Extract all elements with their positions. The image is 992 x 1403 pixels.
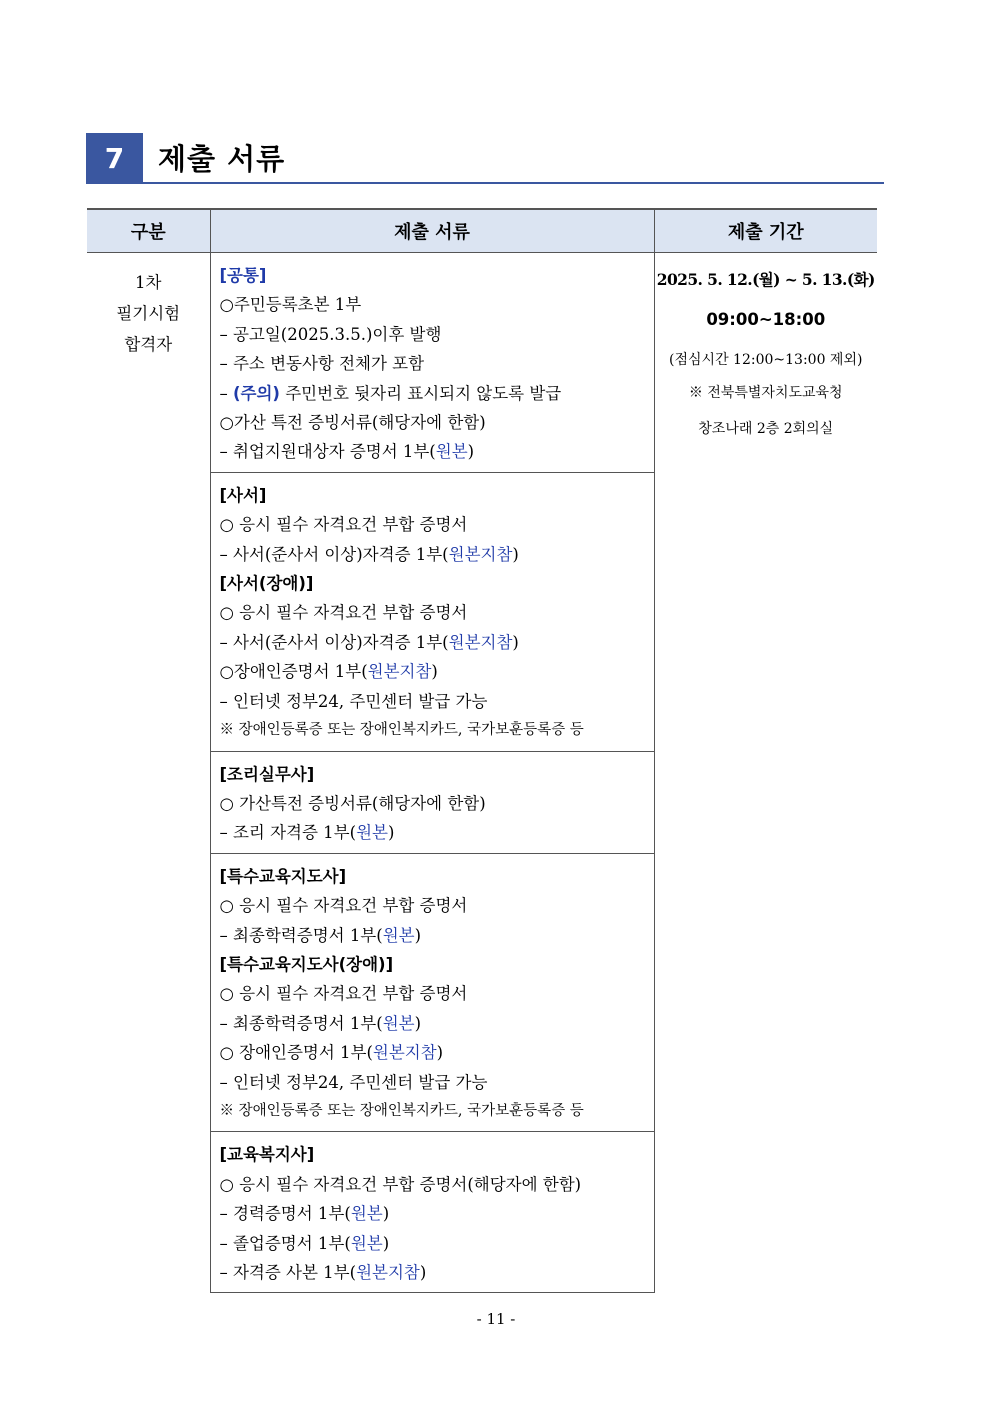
list-item <box>220 818 648 847</box>
list-item <box>220 921 648 950</box>
list-note: ※ 장애인등록증 또는 장애인복지카드, 국가보훈등록증 등 <box>219 1102 584 1119</box>
list-item <box>220 1038 648 1067</box>
list-item-text: – 졸업증명서 1부( <box>219 1233 351 1253</box>
header-group: 구분 <box>87 209 210 253</box>
period-place: 창조나래 2층 2회의실 <box>698 421 834 437</box>
list-item <box>220 1199 648 1228</box>
list-item-text: ) <box>414 925 422 945</box>
list-note: ※ 장애인등록증 또는 장애인복지카드, 국가보훈등록증 등 <box>219 722 584 739</box>
special-education-documents <box>210 853 654 1132</box>
section-rule <box>86 182 884 184</box>
list-item-text: ○장애인증명서 1부( <box>219 662 368 682</box>
table-row <box>87 253 877 473</box>
list-item: ○가산 특전 증빙서류(해당자에 한함) <box>219 413 486 433</box>
list-item-text: ) <box>382 1233 390 1253</box>
period-cell <box>654 253 877 1293</box>
list-item: ○ 가산특전 증빙서류(해당자에 한함) <box>219 793 486 813</box>
period-place: ※ 전북특별자치도교육청 <box>688 385 843 401</box>
list-item-text: ) <box>512 544 519 564</box>
list-item-text: ) <box>414 1013 422 1033</box>
librarian-disabled-title: [사서(장애)] <box>219 574 314 594</box>
list-item <box>220 540 648 569</box>
list-item-text: ) <box>382 1204 390 1224</box>
list-item: ○ 응시 필수 자격요건 부합 증명서(해당자에 한함) <box>219 1174 582 1194</box>
period-time: 09:00~18:00 <box>706 310 826 329</box>
list-item: ○주민등록초본 1부 <box>219 295 362 315</box>
group-line: 합격자 <box>124 335 173 354</box>
original-note: 원본지참 <box>367 662 432 682</box>
list-item-text: ○ 장애인증명서 1부( <box>219 1043 373 1063</box>
common-title: [공통] <box>219 266 267 285</box>
list-item: – 주소 변동사항 전체가 포함 <box>219 354 425 374</box>
original-note: 원본지참 <box>448 632 513 652</box>
list-item: – 인터넷 정부24, 주민센터 발급 가능 <box>219 691 488 711</box>
documents-table <box>87 208 877 1293</box>
list-item-text: – 조리 자격증 1부( <box>219 823 357 843</box>
list-item-text: ) <box>512 632 519 652</box>
librarian-title: [사서] <box>219 485 267 505</box>
list-item-text: – 사서(준사서 이상)자격증 1부( <box>219 544 449 564</box>
list-item <box>220 379 648 408</box>
original-note: 원본 <box>435 442 468 462</box>
list-item-text: 주민번호 뒷자리 표시되지 않도록 발급 <box>279 383 562 403</box>
group-cell <box>87 253 210 1293</box>
list-item <box>220 628 648 657</box>
original-note: 원본지참 <box>372 1043 437 1063</box>
common-documents <box>210 253 654 473</box>
welfare-documents <box>210 1132 654 1293</box>
list-item <box>220 437 648 466</box>
list-item: – 인터넷 정부24, 주민센터 발급 가능 <box>219 1072 488 1092</box>
list-item-text: – 최종학력증명서 1부( <box>219 1013 383 1033</box>
page-number: - 11 - <box>476 1310 516 1328</box>
cook-documents <box>210 751 654 853</box>
original-note: 원본 <box>350 1233 383 1253</box>
list-item <box>220 1009 648 1038</box>
list-item-text: ) <box>431 662 438 682</box>
original-note: 원본지참 <box>448 544 513 564</box>
list-item: – 공고일(2025.3.5.)이후 발행 <box>219 324 442 344</box>
period-note: (점심시간 12:00~13:00 제외) <box>669 352 863 368</box>
header-period: 제출 기간 <box>654 209 877 253</box>
list-item <box>220 657 648 686</box>
list-item-text: ) <box>387 823 395 843</box>
list-item-text: – 경력증명서 1부( <box>219 1204 351 1224</box>
original-note: 원본 <box>382 925 415 945</box>
list-item <box>220 1229 648 1258</box>
librarian-documents <box>210 472 654 751</box>
original-note: 원본 <box>356 823 388 843</box>
section-header <box>86 133 884 185</box>
list-item: ○ 응시 필수 자격요건 부합 증명서 <box>219 515 468 535</box>
original-note: 원본 <box>382 1013 415 1033</box>
list-item: ○ 응시 필수 자격요건 부합 증명서 <box>219 603 468 623</box>
list-item: ○ 응시 필수 자격요건 부합 증명서 <box>219 984 468 1004</box>
group-line: 필기시험 <box>116 304 181 323</box>
special-disabled-title: [특수교육지도사(장애)] <box>219 954 394 974</box>
cook-title: [조리실무사] <box>219 764 315 784</box>
list-item-text: – 사서(준사서 이상)자격증 1부( <box>219 632 449 652</box>
dash: – <box>219 383 233 403</box>
list-item-text: – 취업지원대상자 증명서 1부( <box>219 442 436 462</box>
group-line: 1차 <box>135 273 162 292</box>
list-item-text: ) <box>436 1043 444 1063</box>
list-item-text: ) <box>467 442 475 462</box>
list-item-text: – 자격증 사본 1부( <box>219 1263 357 1282</box>
header-documents: 제출 서류 <box>210 209 654 253</box>
special-title: [특수교육지도사] <box>219 866 347 886</box>
welfare-title: [교육복지사] <box>219 1145 315 1165</box>
list-item <box>220 1258 648 1287</box>
section-title: 제출 서류 <box>158 142 286 176</box>
original-note: 원본지참 <box>356 1263 420 1282</box>
caution-label: (주의) <box>233 383 280 403</box>
section-number: 7 <box>86 133 143 183</box>
table-header-row <box>87 209 877 253</box>
list-item-text: ) <box>419 1263 427 1282</box>
original-note: 원본 <box>350 1204 383 1224</box>
list-item-text: – 최종학력증명서 1부( <box>219 925 383 945</box>
list-item: ○ 응시 필수 자격요건 부합 증명서 <box>219 896 468 916</box>
period-date: 2025. 5. 12.(월) ~ 5. 13.(화) <box>656 270 875 289</box>
